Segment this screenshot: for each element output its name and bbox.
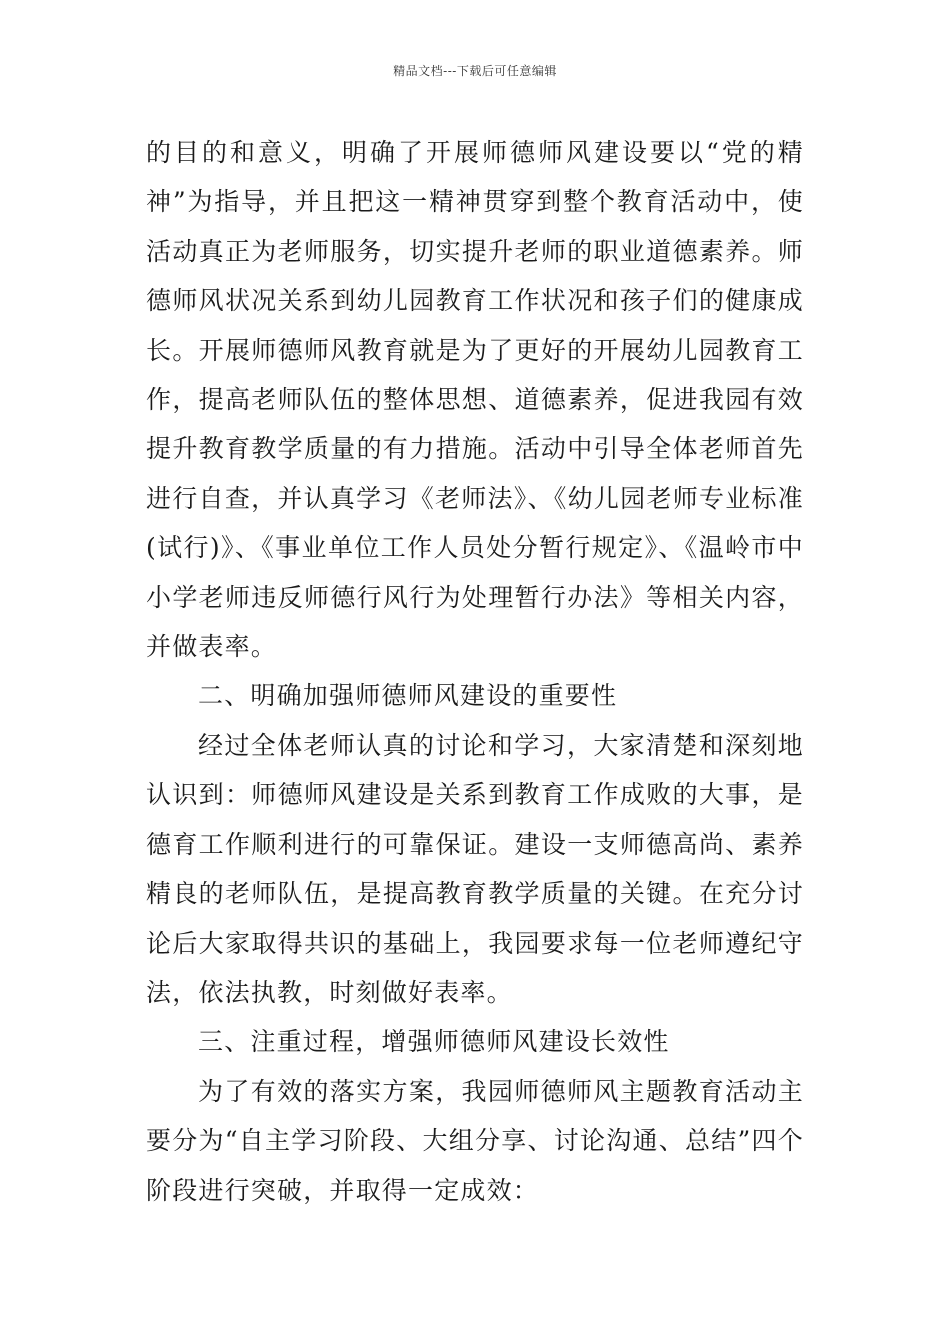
paragraph-continuation: 的目的和意义，明确了开展师德师风建设要以“党的精神”为指导，并且把这一精神贯穿到整个教育活动中，使活动真正为老师服务，切实提升老师的职业道德素养。师德师风状况关系到幼儿园教育工作状况和孩子们的健康成长。开展师德师风教育就是为了更好的开展幼儿园教育工作，提高老师队伍的整体思想、道德素养，促进我园有效提升教育教学质量的有力措施。活动中引导全体老师首先进行自查，并认真学习《老师法》、《幼儿园老师专业标准(试行)》、《事业单位工作人员处分暂行规定》、《温岭市中小学老师违反师德行风行为处理暂行办法》等相关内容，并做表率。 — [146, 138, 804, 662]
section-heading-2: 二、明确加强师德师风建设的重要性 — [198, 681, 618, 711]
section-heading-3: 三、注重过程，增强师德师风建设长效性 — [198, 1027, 670, 1057]
document-body — [146, 128, 804, 1215]
paragraph-section-2: 经过全体老师认真的讨论和学习，大家清楚和深刻地认识到：师德师风建设是关系到教育工作成败的大事，是德育工作顺利进行的可靠保证。建设一支师德高尚、素养精良的老师队伍，是提高教育教学质量的关键。在充分讨论后大家取得共识的基础上，我园要求每一位老师遵纪守法，依法执教，时刻做好表率。 — [146, 730, 804, 1007]
paragraph-section-3: 为了有效的落实方案，我园师德师风主题教育活动主要分为“自主学习阶段、大组分享、讨论沟通、总结”四个阶段进行突破，并取得一定成效： — [146, 1076, 804, 1205]
page-header: 精品文档---下载后可任意编辑 — [393, 64, 557, 78]
